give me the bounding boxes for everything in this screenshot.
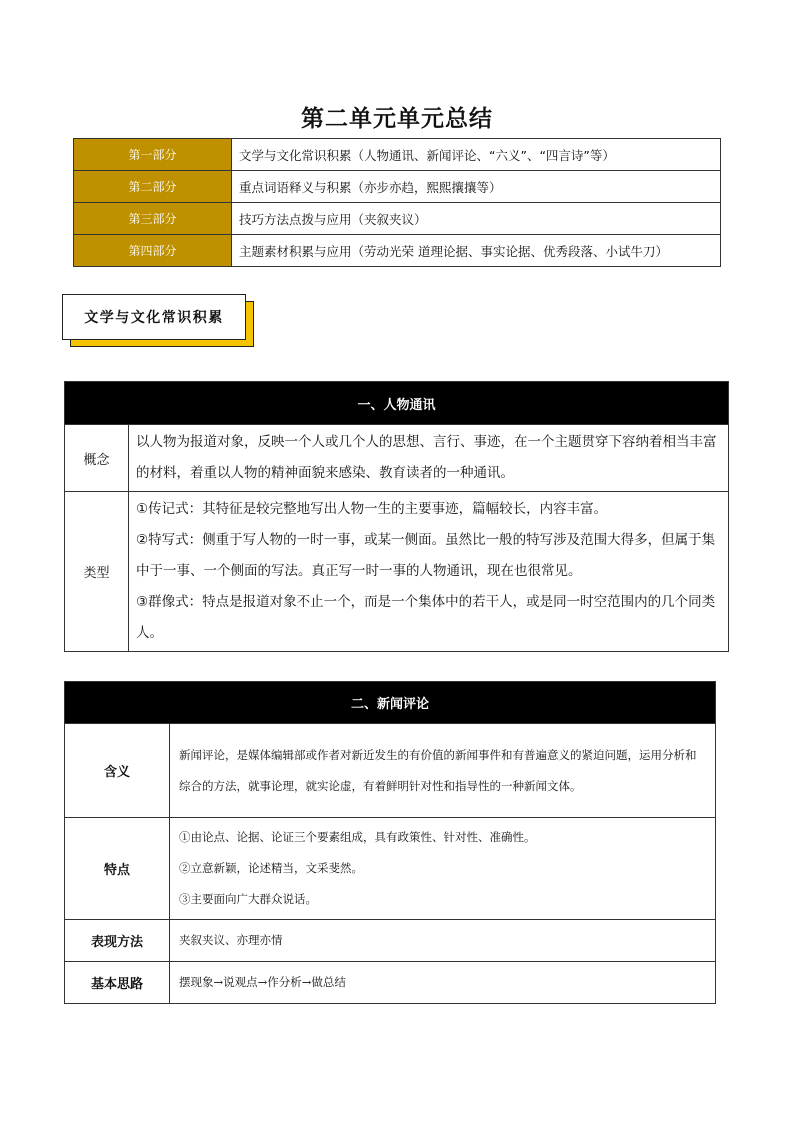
meaning-label: 含义	[65, 724, 170, 818]
table-row	[65, 425, 729, 492]
overview-table	[73, 138, 721, 267]
table-header-row	[65, 682, 716, 724]
part-description: 文学与文化常识积累（人物通讯、新闻评论、“六义”、“四言诗”等）	[232, 139, 721, 171]
list-item: ②立意新颖，论述精当，文采斐然。	[179, 861, 363, 875]
table-row	[74, 203, 721, 235]
table-header-row	[65, 382, 729, 425]
section-header: 一、人物通讯	[65, 382, 729, 425]
table-row	[74, 235, 721, 267]
part-label: 第一部分	[74, 139, 232, 171]
table-row	[65, 962, 716, 1004]
list-item: ③主要面向广大群众说话。	[179, 892, 317, 906]
table-row	[65, 492, 729, 652]
table-row	[65, 920, 716, 962]
meaning-text: 新闻评论，是媒体编辑部或作者对新近发生的有价值的新闻事件和有普遍意义的紧迫问题，运用分析和综合的方法，就事论理，就实论虚，有着鲜明针对性和指导性的一种新闻文体。	[170, 724, 716, 818]
part-description: 重点词语释义与积累（亦步亦趋，熙熙攘攘等）	[232, 171, 721, 203]
part-label: 第四部分	[74, 235, 232, 267]
concept-text: 以人物为报道对象，反映一个人或几个人的思想、言行、事迹，在一个主题贯穿下容纳着相当丰富的材料，着重以人物的精神面貌来感染、教育读者的一种通讯。	[129, 425, 729, 492]
part-description: 技巧方法点拨与应用（夹叙夹议）	[232, 203, 721, 235]
part-label: 第三部分	[74, 203, 232, 235]
features-list	[170, 818, 716, 920]
table-row	[65, 818, 716, 920]
section-badge: 文学与文化常识积累	[62, 294, 246, 340]
approach-label: 基本思路	[65, 962, 170, 1004]
list-item: ①由论点、论据、论证三个要素组成，具有政策性、针对性、准确性。	[179, 830, 536, 844]
section-header: 二、新闻评论	[65, 682, 716, 724]
section-news-commentary-table	[64, 681, 716, 1004]
type-list	[129, 492, 729, 652]
approach-text: 摆现象→说观点→作分析→做总结	[170, 962, 716, 1004]
method-label: 表现方法	[65, 920, 170, 962]
part-description: 主题素材积累与应用（劳动光荣 道理论据、事实论据、优秀段落、小试牛刀）	[232, 235, 721, 267]
type-label: 类型	[65, 492, 129, 652]
table-row	[65, 724, 716, 818]
list-item: ②特写式：侧重于写人物的一时一事，或某一侧面。虽然比一般的特写涉及范围大得多，但属于集中于一事、一个侧面的写法。真正写一时一事的人物通讯，现在也很常见。	[136, 532, 716, 579]
part-label: 第二部分	[74, 171, 232, 203]
table-row	[74, 139, 721, 171]
table-row	[74, 171, 721, 203]
concept-label: 概念	[65, 425, 129, 492]
features-label: 特点	[65, 818, 170, 920]
method-text: 夹叙夹议、亦理亦情	[170, 920, 716, 962]
section-person-report-table	[64, 381, 729, 652]
page-title: 第二单元单元总结	[301, 106, 493, 132]
list-item: ③群像式：特点是报道对象不止一个，而是一个集体中的若干人，或是同一时空范围内的几个同类人。	[136, 594, 716, 641]
list-item: ①传记式：其特征是较完整地写出人物一生的主要事迹，篇幅较长，内容丰富。	[136, 501, 608, 517]
